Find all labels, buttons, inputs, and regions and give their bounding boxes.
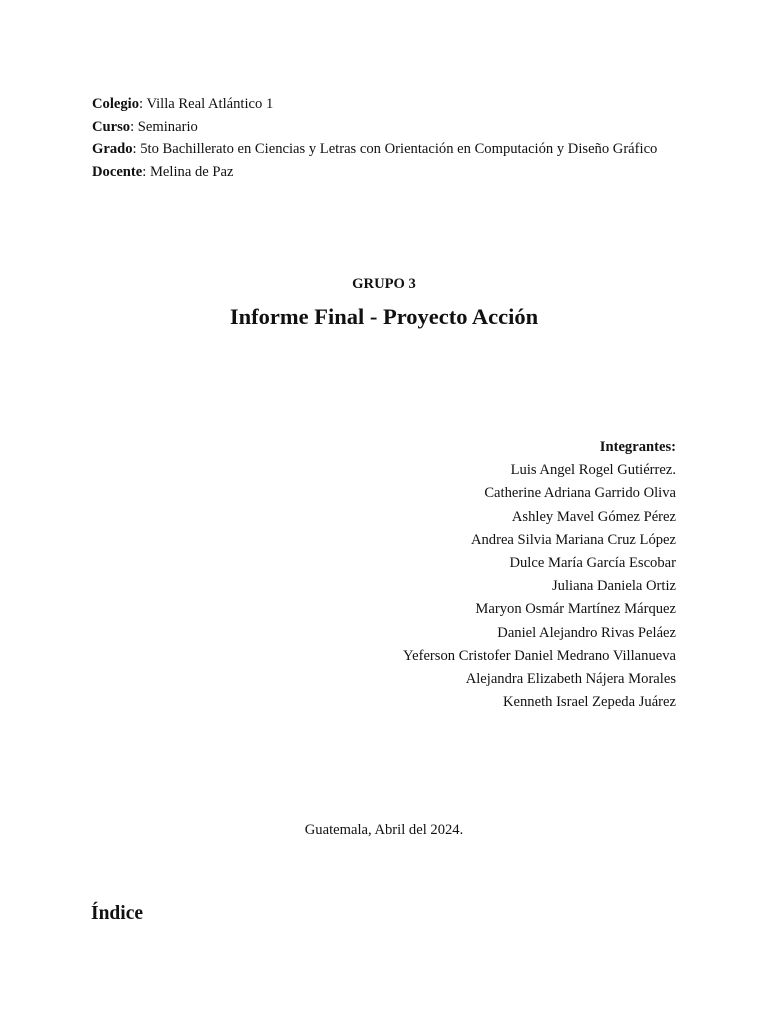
member-name: Maryon Osmár Martínez Márquez (475, 601, 676, 618)
member-name: Alejandra Elizabeth Nájera Morales (465, 671, 676, 688)
school-info (92, 93, 657, 184)
member-name: Kenneth Israel Zepeda Juárez (502, 694, 676, 711)
info-curso (92, 116, 657, 139)
report-title: Informe Final - Proyecto Acción (229, 304, 539, 329)
index-heading: Índice (91, 903, 144, 924)
member-name: Daniel Alejandro Rivas Peláez (497, 624, 676, 641)
member-name: Andrea Silvia Mariana Cruz López (470, 531, 676, 548)
info-colegio-label: Colegio (92, 96, 140, 112)
member-name: Juliana Daniela Ortiz (552, 578, 676, 595)
info-grado (92, 138, 657, 161)
info-grado-value: : 5to Bachillerato en Ciencias y Letras con Orientación en Computación y Diseño Gráfico (132, 141, 658, 158)
members-heading: Integrantes: (599, 439, 676, 455)
info-docente-label: Docente (92, 164, 143, 181)
info-curso-label: Curso (92, 118, 131, 135)
group-label: GRUPO 3 (352, 276, 416, 292)
info-docente-value: : Melina de Paz (142, 164, 234, 181)
info-grado-label: Grado (92, 141, 133, 158)
info-colegio (92, 93, 657, 116)
member-name: Dulce María García Escobar (509, 555, 676, 572)
place-date: Guatemala, Abril del 2024. (304, 822, 464, 838)
info-curso-value: : Seminario (130, 118, 198, 135)
member-name: Ashley Mavel Gómez Pérez (511, 508, 676, 525)
info-docente (92, 161, 657, 184)
member-name: Luis Angel Rogel Gutiérrez. (510, 462, 676, 479)
member-name: Catherine Adriana Garrido Oliva (484, 485, 676, 502)
member-name: Yeferson Cristofer Daniel Medrano Villanueva (403, 647, 676, 664)
members-list (403, 436, 676, 714)
info-colegio-value: : Villa Real Atlántico 1 (139, 96, 274, 112)
